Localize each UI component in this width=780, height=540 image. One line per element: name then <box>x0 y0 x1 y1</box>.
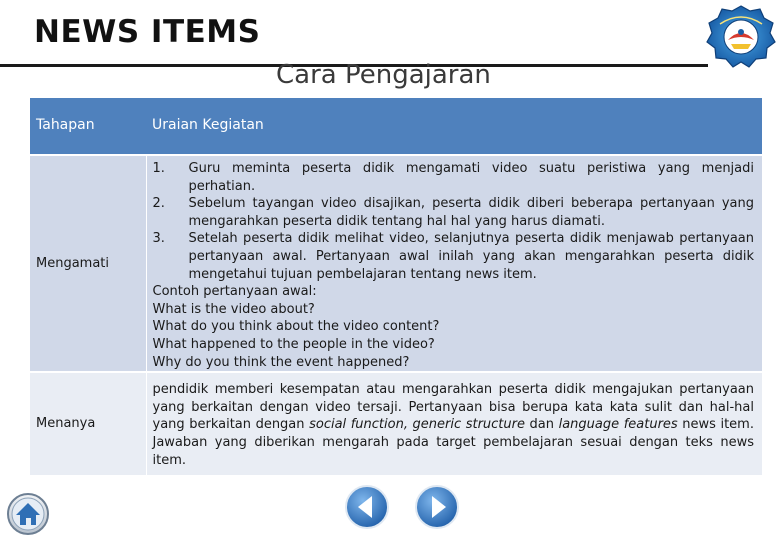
paragraph-italic: language features <box>558 417 678 433</box>
stage-cell: Mengamati <box>30 155 146 372</box>
column-header-uraian: Uraian Kegiatan <box>146 98 762 155</box>
paragraph-text: news item. Jawaban yang diberikan mengarah pada target pembelajaran sesuai dengan teks news item. <box>152 417 754 468</box>
paragraph-italic: social function, generic structure <box>309 417 525 433</box>
paragraph-text: dan <box>524 417 559 433</box>
activity-cell <box>146 155 762 372</box>
column-header-tahapan: Tahapan <box>30 98 146 155</box>
step-text: Setelah peserta didik melihat video, selanjutnya peserta didik menjawab pertanyaan pertanyaan awal. Pertanyaan awal inilah yang akan mengarahkan peserta didik mengetahui tujuan pembelajaran tentang news item. <box>188 231 754 282</box>
table-row <box>30 155 762 372</box>
tut-wuri-handayani-logo-icon <box>704 4 778 70</box>
example-question: What do you think about the video content? <box>152 319 440 335</box>
paragraph-text: pendidik memberi kesempatan atau mengarahkan peserta didik mengajukan pertanyaan yang berkaitan dengan video tersaji. Pertanyaan bisa berupa kata kata sulit dan hal-hal yang berkaitan dengan <box>152 382 754 433</box>
example-question: What is the video about? <box>152 301 315 317</box>
step-item <box>153 195 755 230</box>
page-title: NEWS ITEMS <box>34 14 261 50</box>
table-header-row <box>30 98 762 155</box>
example-question: Why do you think the event happened? <box>152 354 410 370</box>
step-item <box>153 160 755 195</box>
activity-paragraph <box>147 373 763 469</box>
teaching-steps-table <box>30 98 762 475</box>
step-text: Sebelum tayangan video disajikan, peserta didik diberi beberapa pertanyaan yang mengarahkan peserta didik tentang hal hal yang harus diamati. <box>188 196 754 229</box>
stage-cell: Menanya <box>30 372 146 475</box>
home-icon[interactable] <box>6 492 50 536</box>
step-number: 3. <box>152 231 165 247</box>
activity-cell <box>146 372 762 475</box>
example-question: What happened to the people in the video? <box>152 336 435 352</box>
step-item <box>153 230 755 283</box>
step-number: 2. <box>152 196 165 212</box>
step-number: 1. <box>152 161 165 176</box>
previous-slide-button[interactable] <box>344 484 390 530</box>
example-heading: Contoh pertanyaan awal: <box>152 284 317 300</box>
page-subtitle: Cara Pengajaran <box>276 60 491 90</box>
table-row <box>30 372 762 475</box>
next-slide-button[interactable] <box>414 484 460 530</box>
step-text: Guru meminta peserta didik mengamati video suatu peristiwa yang menjadi perhatian. <box>188 161 754 194</box>
